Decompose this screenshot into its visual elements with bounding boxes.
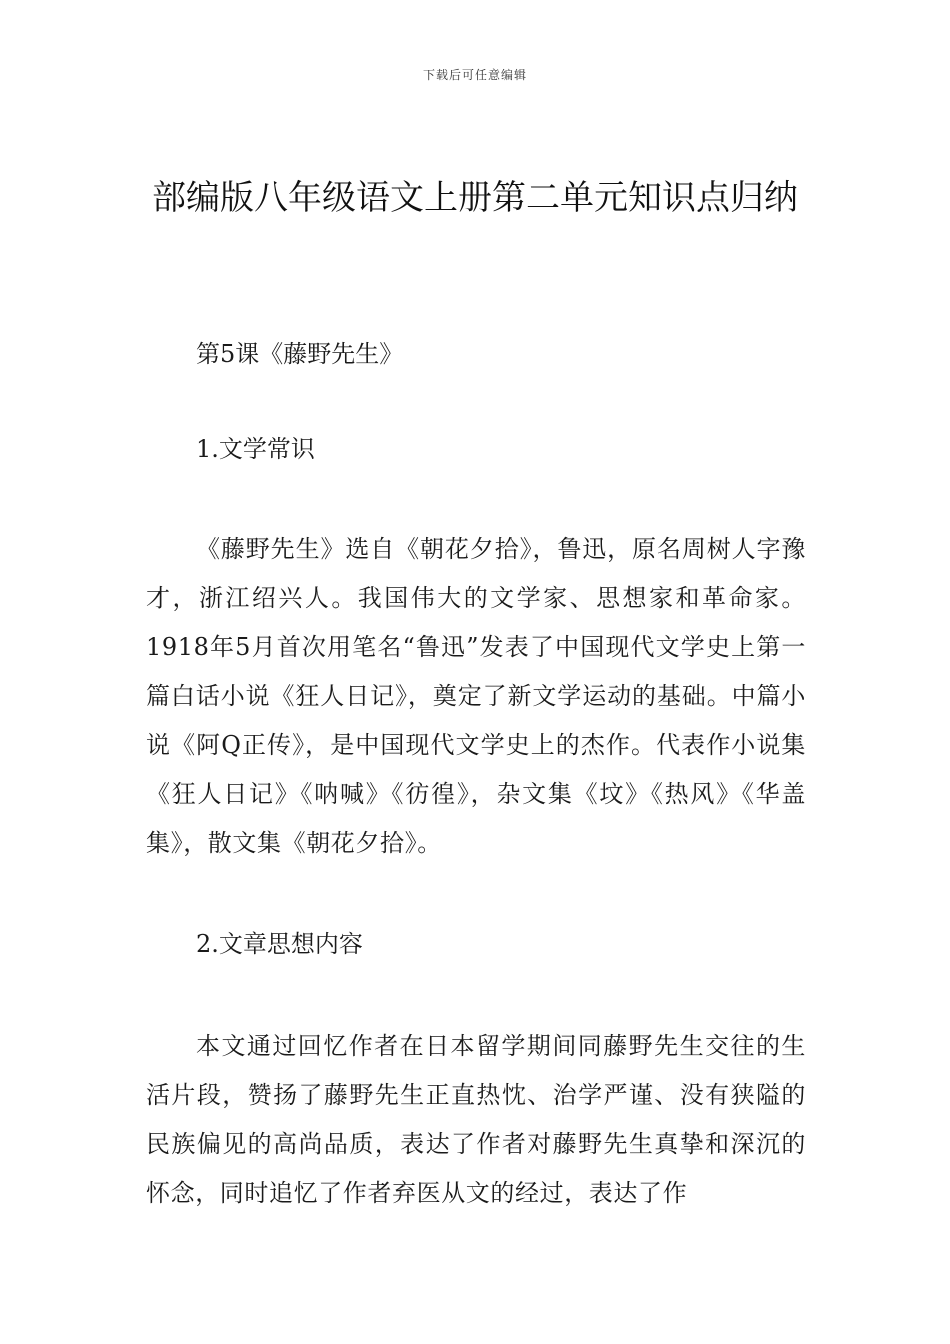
section2-heading: 2.文章思想内容 <box>196 930 363 958</box>
header-note: 下载后可任意编辑 <box>422 68 527 82</box>
section1-heading: 1.文学常识 <box>196 435 315 463</box>
document-title: 部编版八年级语文上册第二单元知识点归纳 <box>152 178 798 218</box>
section2-paragraph: 本文通过回忆作者在日本留学期间同藤野先生交往的生活片段，赞扬了藤野先生正直热忱、治学严谨、没有狭隘的民族偏见的高尚品质，表达了作者对藤野先生真挚和深沉的怀念，同时追忆了作者弃医从文的经过，表达了作 <box>146 1032 806 1207</box>
section1-paragraph: 《藤野先生》选自《朝花夕拾》，鲁迅，原名周树人字豫才，浙江绍兴人。我国伟大的文学家、思想家和革命家。1918年5月首次用笔名“鲁迅”发表了中国现代文学史上第一篇白话小说《狂人日记》，奠定了新文学运动的基础。中篇小说《阿Q正传》，是中国现代文学史上的杰作。代表作小说集《狂人日记》《呐喊》《彷徨》，杂文集《坟》《热风》《华盖集》，散文集《朝花夕拾》。 <box>146 535 806 857</box>
lesson-heading: 第5课《藤野先生》 <box>196 340 404 368</box>
